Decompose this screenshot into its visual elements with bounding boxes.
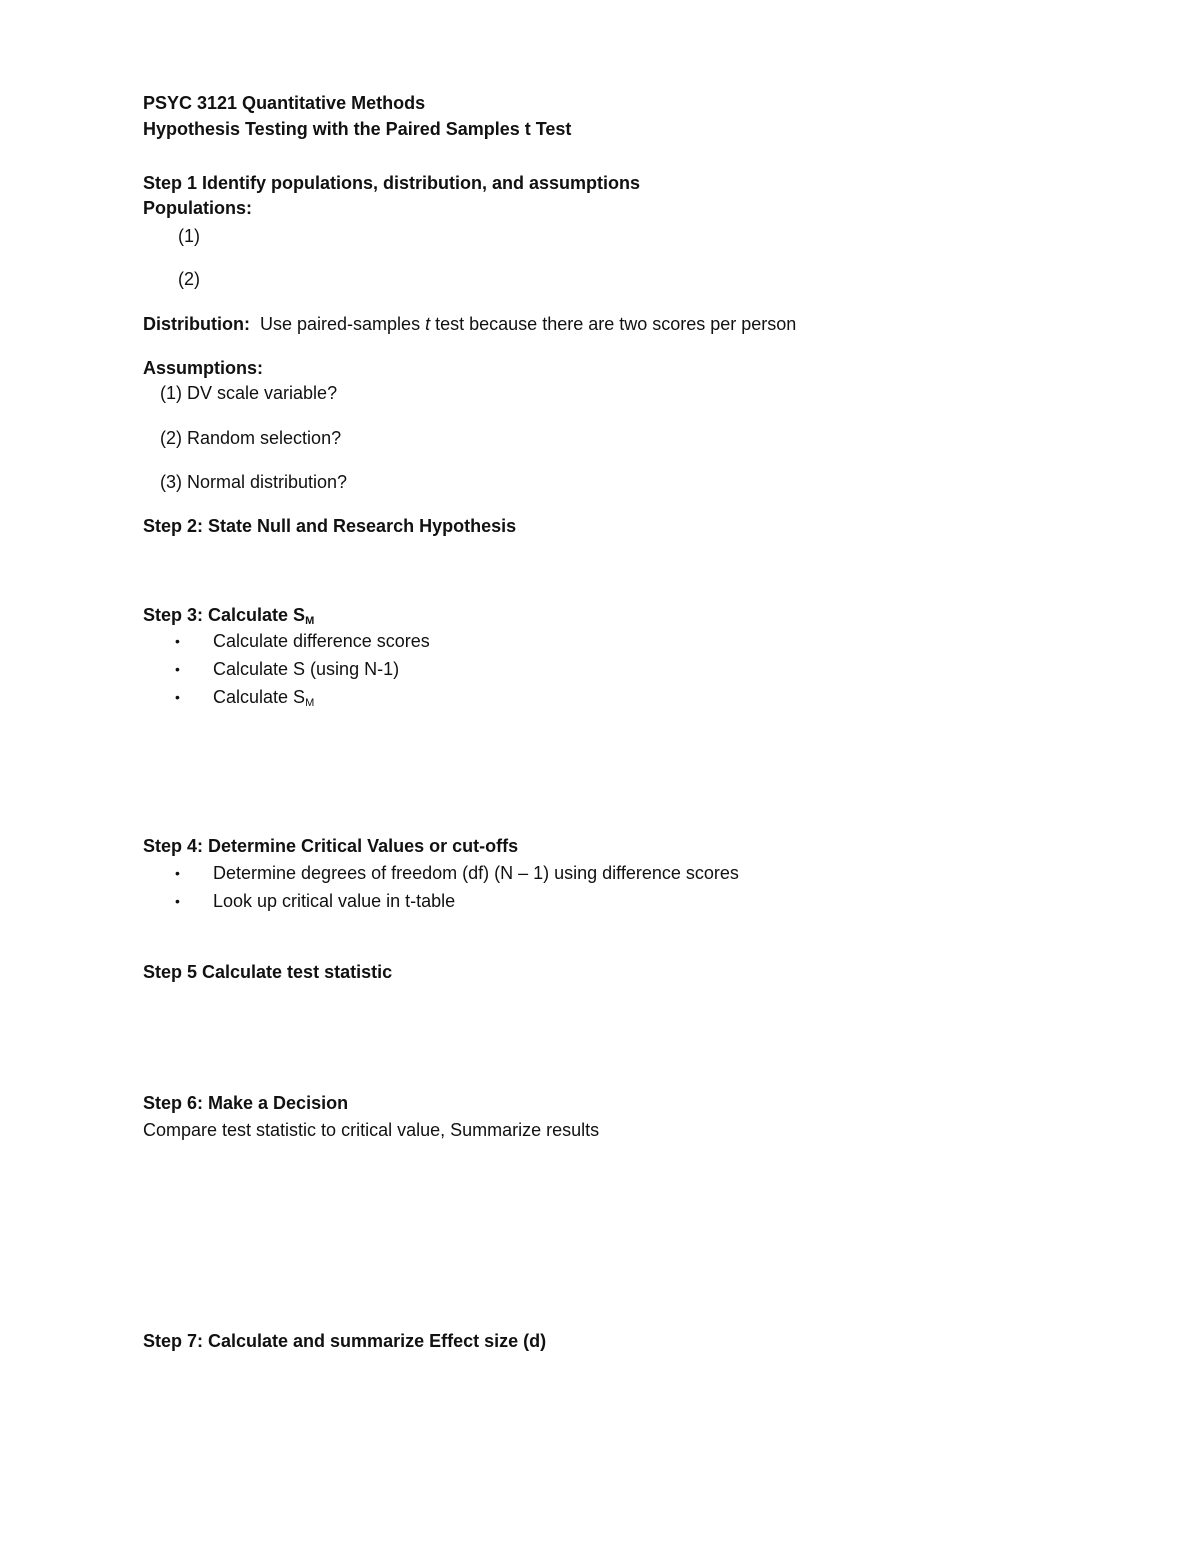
list-item [175,630,430,652]
distribution-label: Distribution: [143,314,250,334]
assumption-item-1: (1) DV scale variable? [160,383,338,403]
distribution-line [143,313,796,335]
distribution-t: t [425,314,431,334]
document-title: Hypothesis Testing with the Paired Samples t Test [143,119,572,139]
step3-heading [143,604,314,632]
distribution-text-before: Use paired-samples [260,314,421,334]
distribution-text-after: test because there are two scores per person [435,314,797,334]
populations-label: Populations: [143,198,252,218]
population-item-1: (1) [178,226,200,246]
bullet-icon: • [175,661,180,677]
assumption-item-2: (2) Random selection? [160,428,342,448]
step2-heading: Step 2: State Null and Research Hypothesis [143,516,517,536]
assumption-item-3: (3) Normal distribution? [160,472,348,492]
step1-heading: Step 1 Identify populations, distribution, and assumptions [143,173,641,193]
assumptions-label: Assumptions: [143,358,264,378]
step4-bullet-2: Look up critical value in t-table [213,891,456,911]
step3-bullet-3: Calculate S [213,687,306,707]
step4-bullet-1: Determine degrees of freedom (df) (N – 1) using difference scores [213,863,739,883]
list-item [175,862,739,884]
course-title: PSYC 3121 Quantitative Methods [143,93,426,113]
list-item [175,658,399,680]
step5-heading: Step 5 Calculate test statistic [143,962,393,982]
step3-heading-text: Step 3: Calculate S [143,605,306,625]
step3-bullet-2: Calculate S (using N-1) [213,659,400,679]
bullet-icon: • [175,893,180,909]
step3-heading-subscript: M [305,615,315,627]
population-item-2: (2) [178,269,200,289]
bullet-icon: • [175,689,180,705]
bullet-icon: • [175,865,180,881]
step4-heading: Step 4: Determine Critical Values or cut-offs [143,836,519,856]
step6-heading: Step 6: Make a Decision [143,1093,349,1113]
step3-bullet-1: Calculate difference scores [213,631,430,651]
step3-bullet-3-subscript: M [305,697,315,709]
list-item [175,686,314,714]
list-item [175,890,455,912]
bullet-icon: • [175,633,180,649]
step6-text: Compare test statistic to critical value, Summarize results [143,1120,600,1140]
step7-heading: Step 7: Calculate and summarize Effect size (d) [143,1331,547,1351]
